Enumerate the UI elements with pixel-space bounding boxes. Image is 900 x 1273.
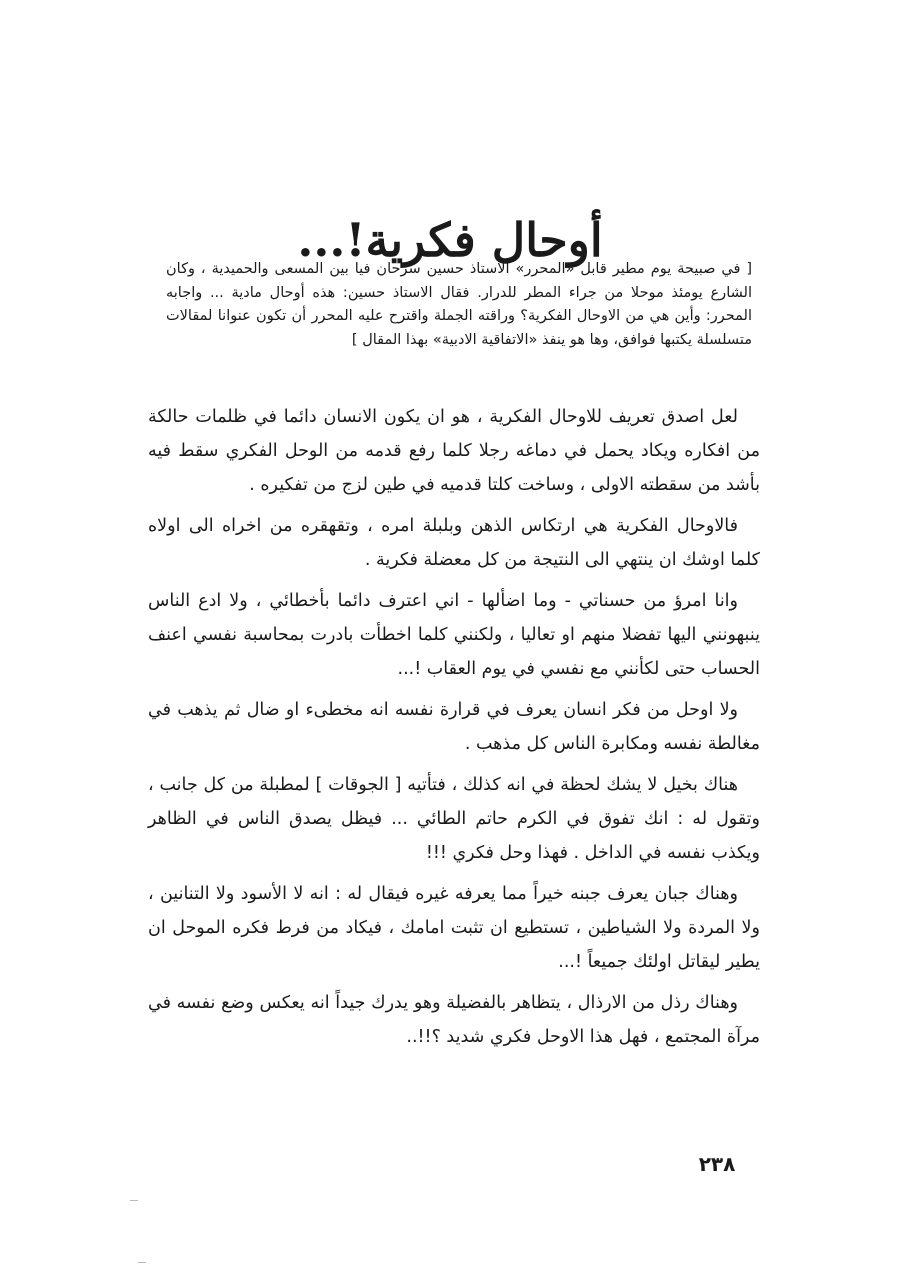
page-number: ٢٣٨ — [698, 1152, 736, 1176]
paragraph-5: هناك بخيل لا يشك لحظة في انه كذلك ، فتأتيه [ الجوقات ] لمطبلة من كل جانب ، وتقول له : انك تفوق في الكرم حاتم الطائي ... فيظل يصدق الناس في الظاهر ويكذب نفسه في الداخل . فهذا وحل فكري !!! — [148, 775, 760, 863]
paragraph-6: وهناك جبان يعرف جبنه خيراً مما يعرفه غيره فيقال له : انه لا الأسود ولا التنانين ، ولا المردة ولا الشياطين ، تستطيع ان تثبت امامك ، فيكاد من فرط فكره الموحل ان يطير ليقاتل اولئك جميعاً !... — [148, 884, 760, 972]
paragraph-7: وهناك رذل من الارذال ، يتظاهر بالفضيلة وهو يدرك جيداً انه يعكس وضع نفسه في مرآة المجتمع ، فهل هذا الاوحل فكري شديد ؟!!.. — [148, 993, 760, 1047]
scan-smudge — [138, 1262, 146, 1263]
paragraph-2: فالاوحال الفكرية هي ارتكاس الذهن وبلبلة امره ، وتقهقره من اخراه الى اولاه كلما اوشك ان ينتهي الى النتيجة من كل معضلة فكرية . — [148, 516, 760, 570]
article-title: أوحال فكرية!... — [297, 212, 603, 267]
paragraph-3: وانا امرؤ من حسناتي - وما اضألها - اني اعترف دائما بأخطائي ، ولا ادع الناس ينبهونني اليها تفضلا منهم او تعاليا ، ولكنني كلما اخطأت بادرت بمحاسبة نفسي اعنف الحساب حتى لكأنني مع نفسي في يوم العقاب !... — [148, 591, 760, 679]
article-body — [148, 400, 760, 1061]
intro-note: [ في صبيحة يوم مطير قابل «المحرر» الاستاذ حسين سرحان فيا بين المسعى والحميدية ، وكان الشارع يومئذ موحلا من جراء المطر للدرار. فقال الاستاذ حسين: هذه أوحال مادية ... واجابه المحرر: وأين هي من الاوحال الفكرية؟ وراقته الجملة واقترح عليه المحرر أن تكون عنوانا لمقالات متسلسلة يكتبها فوافق، وها هو ينفذ «الاتفاقية الادبية» بهذا المقال ] — [166, 261, 752, 348]
paragraph-4: ولا اوحل من فكر انسان يعرف في قرارة نفسه انه مخطىء او ضال ثم يذهب في مغالطة نفسه ومكابرة الناس كل مذهب . — [148, 700, 760, 754]
scan-smudge — [130, 1200, 138, 1201]
paragraph-1: لعل اصدق تعريف للاوحال الفكرية ، هو ان يكون الانسان دائما في ظلمات حالكة من افكاره ويكاد يحمل في دماغه رجلا كلما رفع قدمه من الوحل الفكري سقط فيه بأشد من سقطته الاولى ، وساخت كلتا قدميه في طين لزج من تفكيره . — [148, 407, 760, 495]
